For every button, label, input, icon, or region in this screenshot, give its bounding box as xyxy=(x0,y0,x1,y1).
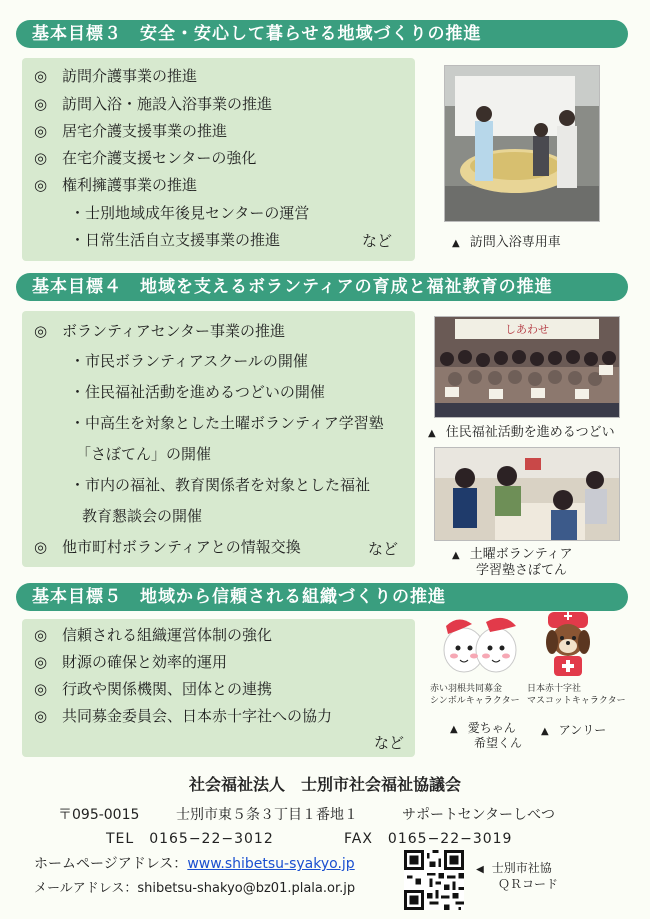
red-cross-mascot xyxy=(540,612,596,680)
goal4-item-label: ボランティアセンター事業の推進 xyxy=(62,322,286,340)
goal3-item xyxy=(34,94,272,114)
char2-label-line2: マスコットキャラクター xyxy=(527,696,626,706)
goal5-etc: など xyxy=(374,734,405,752)
char1-label-line2: シンボルキャラクター xyxy=(430,696,520,706)
goal3-item xyxy=(34,148,256,168)
goal5-item-label: 財源の確保と効率的運用 xyxy=(62,653,228,671)
goal5-item xyxy=(34,625,272,645)
goal4-sub-item: ・中高生を対象とした土曜ボランティア学習塾 xyxy=(70,414,384,432)
goal3-header: 基本目標３ 安全・安心して暮らせる地域づくりの推進 xyxy=(16,20,628,48)
goal4-item xyxy=(34,321,285,341)
footer-fax: FAX 0165−22−3019 xyxy=(344,831,513,847)
goal4-etc: など xyxy=(368,540,399,558)
goal3-item-label: 在宅介護支援センターの強化 xyxy=(62,149,257,167)
gathering-photo xyxy=(434,316,620,418)
char1-name-line2: 希望くん xyxy=(474,736,523,750)
bath-car-photo xyxy=(444,65,600,222)
goal4-sub-item: 教育懇談会の開催 xyxy=(82,507,203,525)
bullet-icon: ◎ xyxy=(34,176,48,194)
goal3-item xyxy=(34,175,197,195)
bullet-icon: ◎ xyxy=(34,67,48,85)
goal3-item-label: 権利擁護事業の推進 xyxy=(62,176,198,194)
bullet-icon: ◎ xyxy=(34,538,48,556)
goal5-item xyxy=(34,679,272,699)
goal5-item-label: 共同募金委員会、日本赤十字社への協力 xyxy=(62,707,333,725)
goal3-item xyxy=(34,121,227,141)
bullet-icon: ◎ xyxy=(34,626,48,644)
footer-org-name: 社会福祉法人 士別市社会福祉協議会 xyxy=(188,775,461,794)
goal3-item xyxy=(34,66,197,86)
bullet-icon: ◎ xyxy=(34,122,48,140)
bullet-icon: ◎ xyxy=(34,653,48,671)
gathering-caption xyxy=(428,424,615,442)
goal3-sub-item: ・士別地域成年後見センターの運営 xyxy=(70,204,310,222)
bullet-icon: ◎ xyxy=(34,680,48,698)
caption-text: 住民福祉活動を進めるつどい xyxy=(445,425,615,440)
gathering-banner-text: しあわせ xyxy=(505,323,549,336)
study-photo xyxy=(434,447,620,541)
homepage-link[interactable]: www.shibetsu-syakyo.jp xyxy=(187,856,355,872)
goal5-header: 基本目標５ 地域から信頼される組織づくりの推進 xyxy=(16,583,628,611)
goal4-item-label: 他市町村ボランティアとの情報交換 xyxy=(62,538,301,556)
footer-center: サポートセンターしべつ xyxy=(402,807,556,823)
footer-address: 士別市東５条３丁目１番地１ xyxy=(176,807,358,823)
goal5-item xyxy=(34,706,332,726)
char2-name xyxy=(541,722,606,740)
bullet-icon: ◎ xyxy=(34,322,48,340)
char1-label: 赤い羽根共同募金 xyxy=(430,684,503,694)
triangle-icon: ▲ xyxy=(428,428,436,439)
char2-name-label: アンリー xyxy=(558,723,607,737)
footer-homepage xyxy=(34,853,355,873)
bullet-icon: ◎ xyxy=(34,95,48,113)
homepage-label: ホームページアドレス： xyxy=(34,856,188,872)
footer-mail xyxy=(34,877,355,896)
goal4-sub-item: 「さぼてん」の開催 xyxy=(76,445,212,463)
char1-name-line1: 愛ちゃん xyxy=(467,721,516,735)
footer-postal: 〒095-0015 xyxy=(58,807,140,823)
goal3-item-label: 居宅介護支援事業の推進 xyxy=(62,122,228,140)
goal4-sub-item: ・市民ボランティアスクールの開催 xyxy=(70,352,308,370)
triangle-icon: ▲ xyxy=(450,724,458,735)
goal3-sub-item: ・日常生活自立支援事業の推進 xyxy=(70,231,281,249)
bullet-icon: ◎ xyxy=(34,707,48,725)
bath-car-caption xyxy=(452,234,561,252)
goal5-item xyxy=(34,652,227,672)
goal4-sub-item: ・市内の福祉、教育関係者を対象とした福祉 xyxy=(70,476,371,494)
mail-label: メールアドレス： xyxy=(34,881,138,896)
goal3-item-label: 訪問入浴・施設入浴事業の推進 xyxy=(62,95,273,113)
goal3-etc: など xyxy=(362,232,393,250)
triangle-icon: ▲ xyxy=(541,726,549,737)
goal4-header: 基本目標４ 地域を支えるボランティアの育成と福祉教育の推進 xyxy=(16,273,628,301)
mail-address[interactable]: shibetsu-shakyo@bz01.plala.or.jp xyxy=(137,881,356,896)
triangle-icon: ▲ xyxy=(452,550,460,561)
goal4-item xyxy=(34,537,301,557)
footer-tel: TEL 0165−22−3012 xyxy=(106,831,274,847)
caption-text: 訪問入浴専用車 xyxy=(469,235,561,250)
char2-label: 日本赤十字社 xyxy=(527,684,582,694)
triangle-icon: ▲ xyxy=(452,238,460,249)
goal4-box xyxy=(22,311,415,567)
caption-text: 土曜ボランティア xyxy=(469,547,573,562)
triangle-left-icon: ▲ xyxy=(474,865,486,874)
qr-code-icon[interactable] xyxy=(404,850,464,910)
bullet-icon: ◎ xyxy=(34,149,48,167)
qr-label-line1: 士別市社協 xyxy=(491,861,552,875)
goal4-sub-item: ・住民福祉活動を進めるつどいの開催 xyxy=(70,383,325,401)
red-feather-characters xyxy=(438,612,520,682)
goal5-item-label: 行政や関係機関、団体との連携 xyxy=(62,680,273,698)
goal5-item-label: 信頼される組織運営体制の強化 xyxy=(62,626,273,644)
goal3-item-label: 訪問介護事業の推進 xyxy=(62,67,198,85)
qr-label-line2: ＱＲコード xyxy=(498,877,559,891)
study-caption-line2: 学習塾さぼてん xyxy=(476,563,568,578)
